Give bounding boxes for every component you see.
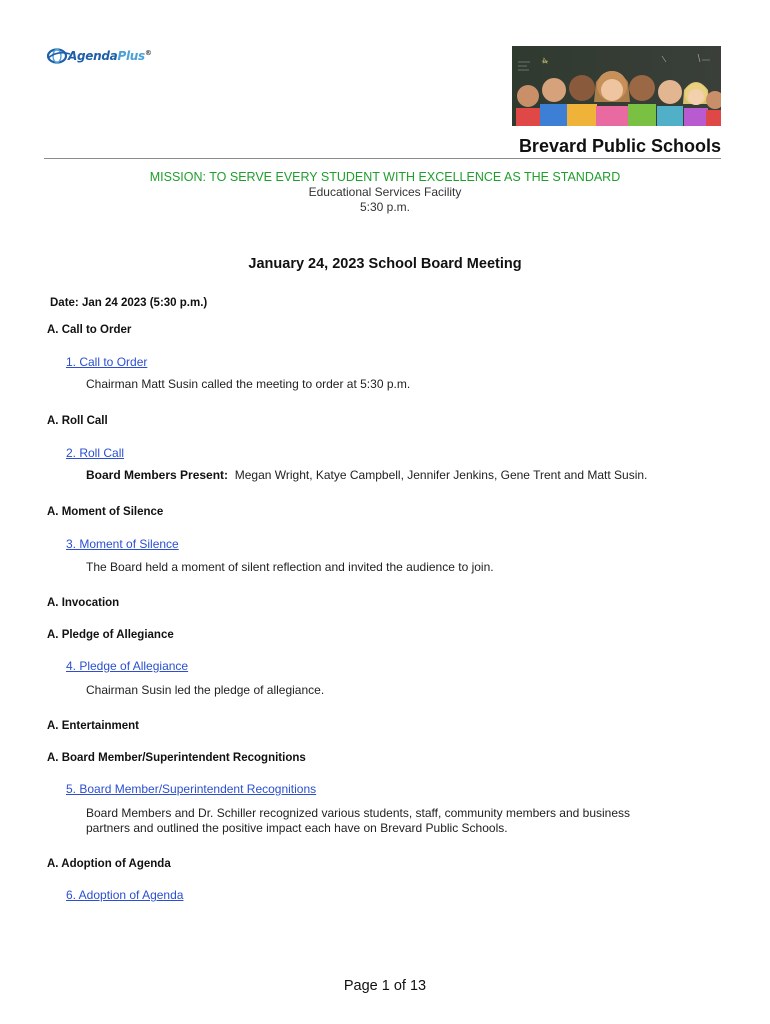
agenda-link-call-to-order[interactable]: 1. Call to Order	[66, 355, 148, 369]
members-present-label: Board Members Present:	[86, 468, 229, 482]
section-heading-call-to-order: A. Call to Order	[47, 324, 132, 336]
meeting-title: January 24, 2023 School Board Meeting	[248, 256, 522, 272]
organization-name: Brevard Public Schools	[518, 136, 721, 156]
students-header-photo	[512, 46, 721, 126]
section-heading-roll-call: A. Roll Call	[47, 415, 108, 427]
header-divider	[44, 158, 721, 159]
section-heading-moment-of-silence: A. Moment of Silence	[47, 506, 164, 518]
minutes-recognitions	[86, 806, 706, 836]
section-heading-invocation: A. Invocation	[47, 597, 120, 609]
minutes-recognitions-line-2: partners and outlined the positive impact each have on Brevard Public Schools.	[86, 821, 508, 835]
meeting-location: Educational Services Facility	[308, 185, 462, 199]
logo-wordmark: AgendaPlus®	[68, 49, 152, 63]
minutes-call-to-order: Chairman Matt Susin called the meeting to order at 5:30 p.m.	[86, 377, 411, 391]
globe-icon	[46, 46, 72, 66]
agenda-link-recognitions[interactable]: 5. Board Member/Superintendent Recognitions	[66, 782, 317, 796]
section-heading-entertainment: A. Entertainment	[47, 720, 140, 732]
minutes-pledge: Chairman Susin led the pledge of allegiance.	[86, 683, 325, 697]
section-heading-pledge: A. Pledge of Allegiance	[47, 629, 174, 641]
minutes-recognitions-line-1: Board Members and Dr. Schiller recognized various students, staff, community members and business	[86, 806, 631, 820]
agenda-link-pledge[interactable]: 4. Pledge of Allegiance	[66, 659, 189, 673]
agenda-link-roll-call[interactable]: 2. Roll Call	[66, 446, 125, 460]
mission-statement: MISSION: TO SERVE EVERY STUDENT WITH EXCELLENCE AS THE STANDARD	[149, 170, 621, 184]
members-present-list: Megan Wright, Katye Campbell, Jennifer Jenkins, Gene Trent and Matt Susin.	[234, 468, 648, 482]
agendaplus-logo	[46, 44, 152, 68]
meeting-time: 5:30 p.m.	[359, 200, 411, 214]
minutes-moment-of-silence: The Board held a moment of silent reflection and invited the audience to join.	[86, 560, 494, 574]
meeting-date: Date: Jan 24 2023 (5:30 p.m.)	[50, 297, 208, 309]
section-heading-adoption-of-agenda: A. Adoption of Agenda	[47, 858, 171, 870]
minutes-roll-call	[86, 468, 706, 483]
agenda-link-moment-of-silence[interactable]: 3. Moment of Silence	[66, 537, 179, 551]
agenda-link-adoption-of-agenda[interactable]: 6. Adoption of Agenda	[66, 888, 184, 902]
section-heading-recognitions: A. Board Member/Superintendent Recognitions	[47, 752, 306, 764]
page-number: Page 1 of 13	[343, 978, 427, 994]
